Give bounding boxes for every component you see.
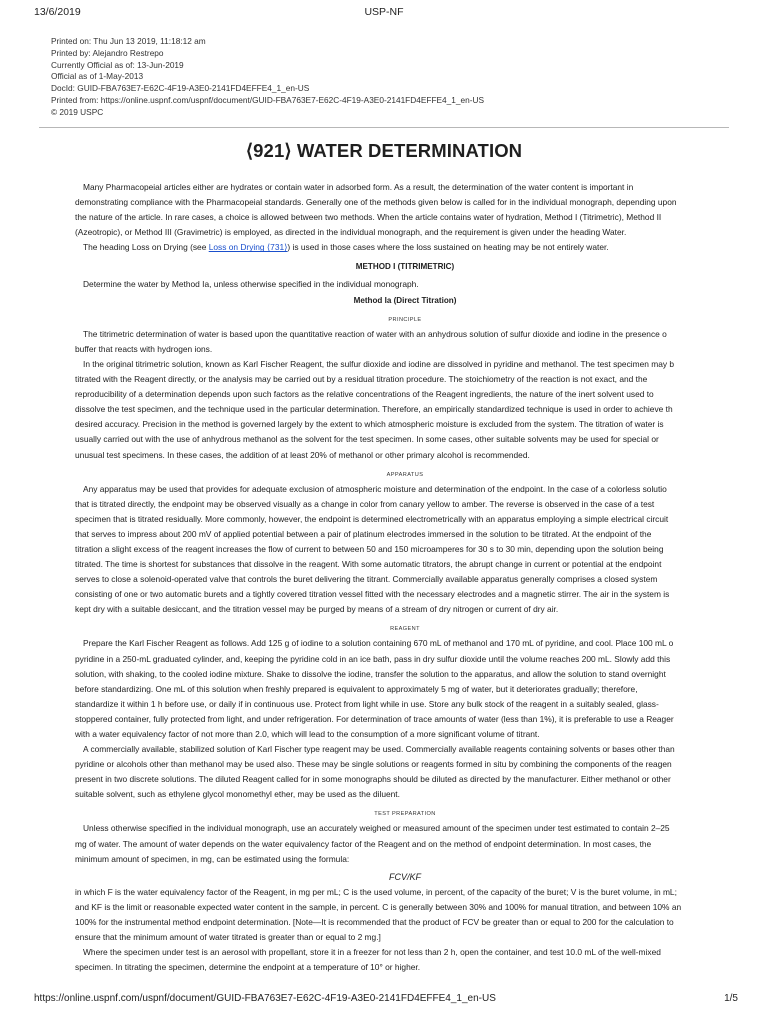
text-line: stoppered container, fully protected from light, and under refrigeration. For determination of trace amounts of water (less than 1%), it is preferable to use a Reager xyxy=(75,713,674,724)
page-title: ⟨921⟩ WATER DETERMINATION xyxy=(245,140,523,161)
text-line: that is titrated directly, the endpoint may be observed visually as a change in color from canary yellow to amber. The reverse is observed in the case of a test xyxy=(75,498,655,509)
text-line: pyridine or alcohols other than methanol may be used also. These may be single solutions or reagents formed in situ by combining the components of the reagen xyxy=(75,759,672,770)
text-line: titration a slight excess of the reagent increases the flow of current to between 50 and 150 microamperes for 30 s to 30 min, depending upon the solution being xyxy=(75,543,664,554)
text-line: before standardizing. One mL of this solution when freshly prepared is equivalent to approximately 5 mg of water, but it deteriorates gradually; therefore, xyxy=(75,683,638,694)
text-line: consisting of one or two automatic burets and a tightly covered titration vessel fitted with the necessary electrodes and a magnetic stirrer. The air in the system is xyxy=(75,589,670,600)
text-line: present in two discrete solutions. The diluted Reagent called for in some monographs should be diluted as directed by the manufacturer. Either methanol or other xyxy=(75,774,671,785)
text-line: unusual test specimens. In these cases, the addition of at least 20% of methanol or other primary alcohol is recommended. xyxy=(75,449,530,460)
document-metadata xyxy=(51,36,741,119)
printed-from: Printed from: https://online.uspnf.com/uspnf/document/GUID-FBA763E7-E62C-4F19-A3E0-2141FD4EFFE4_1_en-US xyxy=(51,94,485,105)
principle-section xyxy=(75,327,735,463)
page-number: 1/5 xyxy=(724,993,738,1004)
text-line: minimum amount of specimen, in mg, can be estimated using the formula: xyxy=(75,853,350,864)
text-line: Determine the water by Method Ia, unless otherwise specified in the individual monograph. xyxy=(83,278,419,289)
text-line: Many Pharmacopeial articles either are hydrates or contain water in adsorbed form. As a result, the determination of the water content is important in xyxy=(83,182,634,192)
text-line: usually carried out with the use of anhydrous methanol as the solvent for the test specimen. In some cases, other suitable solvents may be used for special or xyxy=(75,434,659,445)
test-preparation-section xyxy=(75,821,735,975)
text-line: (Azeotropic), or Method III (Gravimetric) is employed, as directed in the individual monograph, and the requirement is given under the heading Water. xyxy=(75,227,627,238)
principle-heading: PRINCIPLE xyxy=(388,316,422,323)
text-line: in which F is the water equivalency factor of the Reagent, in mg per mL; C is the used volume, in percent, of the capacity of the buret; V is the buret volume, in mL; xyxy=(75,886,677,897)
copyright: © 2019 USPC xyxy=(51,106,104,117)
text-line: buffer that reacts with hydrogen ions. xyxy=(75,343,213,354)
text-line: the nature of the article. In rare cases, a choice is allowed between two methods. When the article contains water of hydration, Method I (Titrimetric), Method II xyxy=(75,212,662,223)
text-line: A commercially available, stabilized solution of Karl Fischer type reagent may be used. Commercially available reagents containing solvents or bases other than xyxy=(83,744,675,755)
test-preparation-heading: TEST PREPARATION xyxy=(374,811,436,818)
doc-id: DocId: GUID-FBA763E7-E62C-4F19-A3E0-2141FD4EFFE4_1_en-US xyxy=(51,83,310,94)
official-as-of: Official as of 1-May-2013 xyxy=(51,71,144,82)
print-header xyxy=(0,6,768,20)
text-line: 100% for the instrumental method endpoint determination. [Note—It is recommended that the product of FCV be greater than or equal to 200 for the calculation to xyxy=(75,917,674,928)
printed-on: Printed on: Thu Jun 13 2019, 11:18:12 am xyxy=(51,36,206,46)
text-fragment: The heading Loss on Drying (see xyxy=(83,242,209,253)
footer-url: https://online.uspnf.com/uspnf/document/GUID-FBA763E7-E62C-4F19-A3E0-2141FD4EFFE4_1_en-US xyxy=(34,993,496,1004)
text-line: that serves to impress about 200 mV of applied potential between a pair of platinum electrodes immersed in the solution to be titrated. At the endpoint of the xyxy=(75,528,652,539)
reagent-section xyxy=(75,636,735,802)
print-site-title: USP-NF xyxy=(364,6,404,18)
text-line: with a water equivalency factor of not more than 2.0, which will lead to the consumption of a more significant volume of titrant. xyxy=(75,729,540,739)
print-date: 13/6/2019 xyxy=(34,6,81,18)
print-footer xyxy=(0,993,768,1007)
text-fragment: ) is used in those cases where the loss sustained on heating may be not entirely water. xyxy=(287,242,609,253)
section-heading: METHOD I (TITRIMETRIC) xyxy=(355,262,455,272)
text-line: Where the specimen under test is an aerosol with propellant, store it in a freezer for not less than 2 h, open the container, and test 10.0 mL of the well-mixed xyxy=(83,947,661,958)
text-line: reproducibility of a determination depends upon such factors as the relative concentrations of the Reagent ingredients, the nature of the inert solvent used to xyxy=(75,389,654,400)
text-line: and KF is the limit or reasonable expected water content in the sample, in percent. C is generally between 30% and 100% for manual titration, and between 10% an xyxy=(75,901,682,912)
text-line: Any apparatus may be used that provides for adequate exclusion of atmospheric moisture and determination of the endpoint. In the case of a colorless solutio xyxy=(83,483,667,494)
text-line: desired accuracy. Precision in the method is governed largely by the extent to which atmospheric moisture is excluded from the system. The titration of water is xyxy=(75,419,664,430)
text-line: suitable solvent, such as ethylene glycol monomethyl ether, may be used as the diluent. xyxy=(75,789,400,800)
text-line: demonstrating compliance with the Pharmacopeial standards. Generally one of the methods given below is called for in the individual monograph, depending upon xyxy=(75,197,677,208)
loss-on-drying-link[interactable]: Loss on Drying ⟨731⟩ xyxy=(208,242,288,253)
text-line: pyridine in a 250-mL graduated cylinder, and, keeping the pyridine cold in an ice bath, pass in dry sulfur dioxide until the volume reaches 200 mL. Slowly add this xyxy=(75,653,671,664)
text-line: mg of water. The amount of water depends on the water equivalency factor of the Reagent and on the method of endpoint determination. In most cases, the xyxy=(75,838,652,849)
text-line: Prepare the Karl Fischer Reagent as follows. Add 125 g of iodine to a solution containing 670 mL of methanol and 170 mL of pyridine, and cool. Place 100 mL o xyxy=(83,638,674,649)
divider xyxy=(39,127,729,128)
text-line: Unless otherwise specified in the individual monograph, use an accurately weighed or measured amount of the specimen under test estimated to contain 2–25 xyxy=(83,823,670,834)
document-body xyxy=(75,180,735,980)
subsection-heading: Method Ia (Direct Titration) xyxy=(353,295,457,305)
text-line: serves to close a solenoid-operated valve that controls the buret delivering the titrant. Commercially available apparatus generally comprises a closed system xyxy=(75,574,658,585)
text-line: kept dry with a suitable desiccant, and the titration vessel may be purged by means of a stream of dry nitrogen or current of dry air. xyxy=(75,604,559,615)
reagent-heading: REAGENT xyxy=(390,626,420,633)
text-line: The titrimetric determination of water is based upon the quantitative reaction of water with an anhydrous solution of sulfur dioxide and iodine in the presence o xyxy=(83,328,667,339)
printed-by: Printed by: Alejandro Restrepo xyxy=(51,47,164,58)
text-line: ensure that the minimum amount of water titrated is greater than or equal to 2 mg.] xyxy=(75,932,381,943)
text-line xyxy=(75,240,735,255)
text-line: solution, with shaking, to the cooled iodine mixture. Shake to dissolve the iodine, transfer the solution to the apparatus, and allow the solution to stand overnight xyxy=(75,668,666,679)
text-line: specimen. In titrating the specimen, determine the endpoint at a temperature of 10° or higher. xyxy=(75,962,421,973)
formula: FCV/KF xyxy=(388,871,421,882)
currently-official: Currently Official as of: 13-Jun-2019 xyxy=(51,59,184,70)
text-line: dissolve the test specimen, and the technique used in the particular determination. Therefore, an empirically standardized technique is used in order to achieve th xyxy=(75,404,673,415)
text-line: titrated with the Reagent directly, or the analysis may be carried out by a residual titration procedure. The stoichiometry of the reaction is not exact, and the xyxy=(75,374,648,385)
text-line: In the original titrimetric solution, known as Karl Fischer Reagent, the sulfur dioxide and iodine are dissolved in pyridine and methanol. The test specimen may b xyxy=(83,358,675,369)
text-line: specimen that is titrated residually. More commonly, however, the endpoint is determined electrometrically with an apparatus employing a simple electrical circuit xyxy=(75,513,669,524)
apparatus-heading: APPARATUS xyxy=(386,471,424,478)
text-line: standardize it within 1 h before use, or daily if in continuous use. Protect from light while in use. Store any bulk stock of the reagent in a suitably sealed, glass- xyxy=(75,698,659,709)
apparatus-section xyxy=(75,482,735,618)
text-line: titrated. The time is shortest for substances that dissolve in the reagent. With some automatic titrators, the abrupt change in current or potential at the endpoint xyxy=(75,559,662,570)
intro-section xyxy=(75,180,735,255)
